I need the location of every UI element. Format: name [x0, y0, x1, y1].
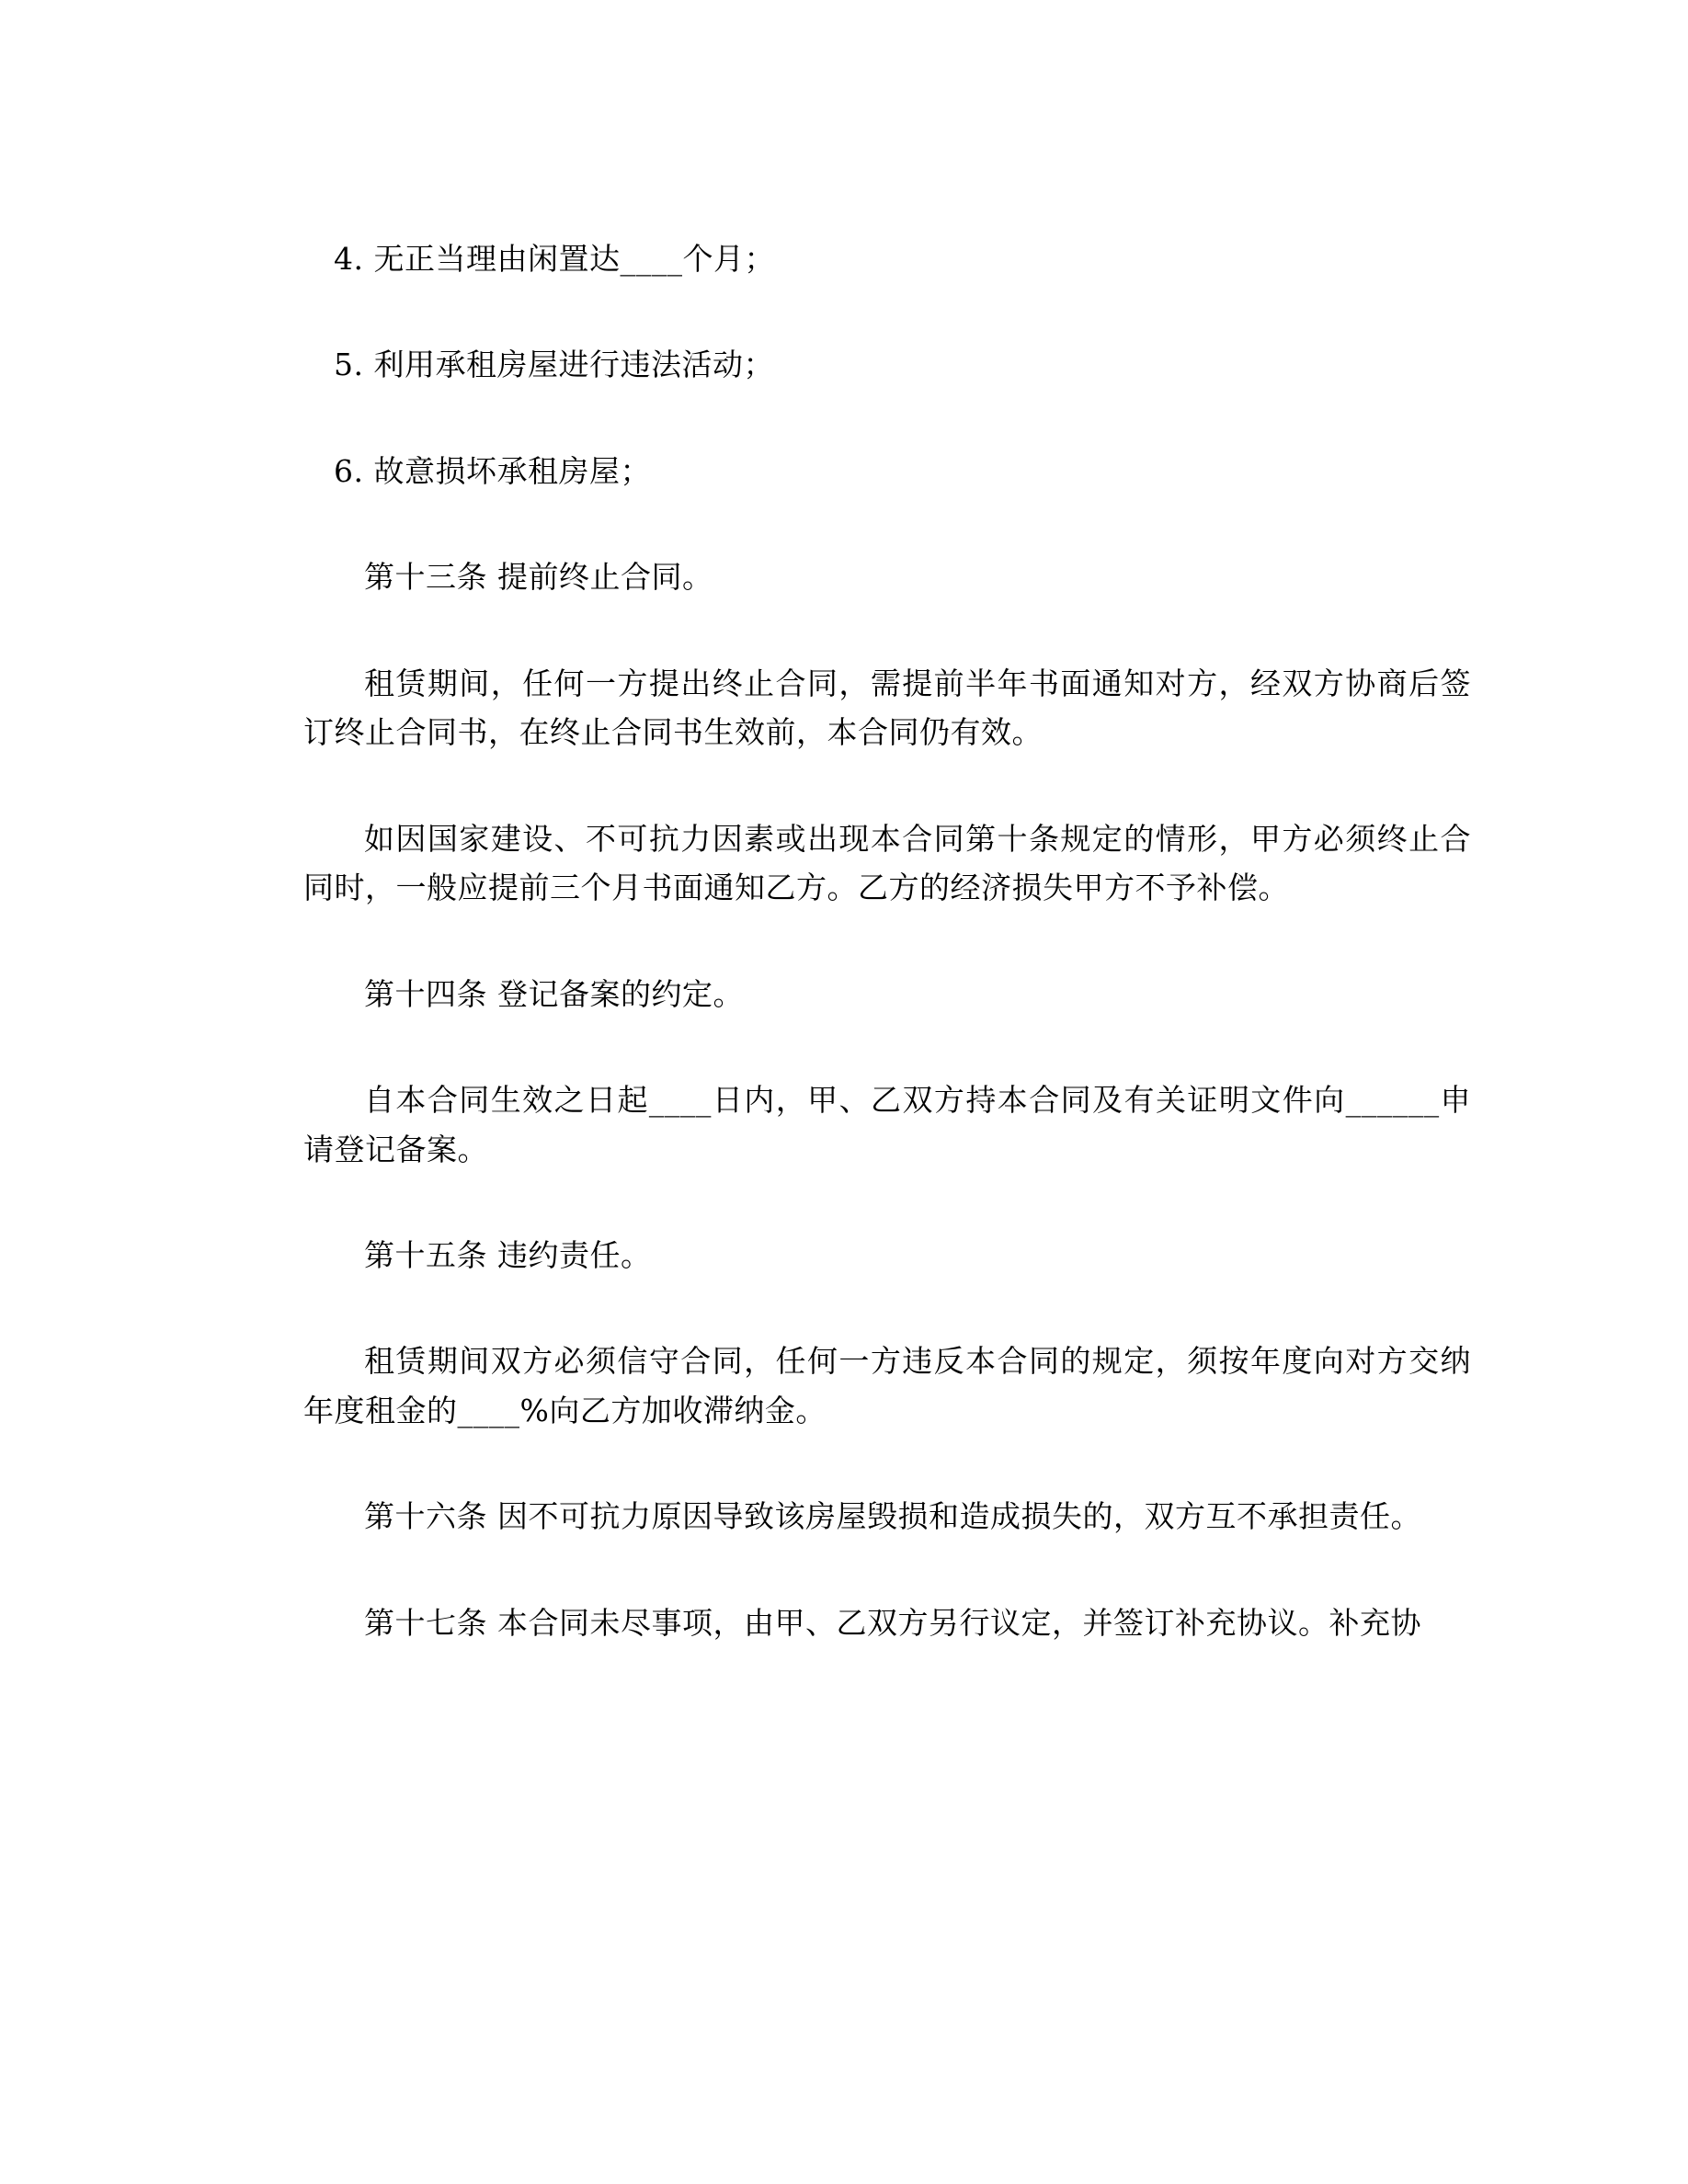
- article-13-body-1: 租赁期间，任何一方提出终止合同，需提前半年书面通知对方，经双方协商后签订终止合同书，在终止合同书生效前，本合同仍有效。: [303, 665, 1471, 751]
- article-15-body: 租赁期间双方必须信守合同，任何一方违反本合同的规定，须按年度向对方交纳年度租金的____%向乙方加收滞纳金。: [303, 1343, 1471, 1428]
- article-13-title: 第十三条 提前终止合同。: [364, 559, 713, 596]
- article-16: 第十六条 因不可抗力原因导致该房屋毁损和造成损失的，双方互不承担责任。: [364, 1498, 1421, 1535]
- document-body: [303, 234, 1471, 1647]
- article-13-body-2: 如因国家建设、不可抗力因素或出现本合同第十条规定的情形，甲方必须终止合同时，一般应提前三个月书面通知乙方。乙方的经济损失甲方不予补偿。: [303, 820, 1471, 906]
- item-4: 4. 无正当理由闲置达____个月；: [334, 241, 775, 277]
- item-5: 5. 利用承租房屋进行违法活动；: [334, 347, 774, 383]
- item-6: 6. 故意损坏承租房屋；: [334, 452, 651, 489]
- article-15-title: 第十五条 违约责任。: [364, 1236, 652, 1273]
- article-14-body: 自本合同生效之日起____日内，甲、乙双方持本合同及有关证明文件向______申请登记备案。: [303, 1082, 1472, 1167]
- article-14-title: 第十四条 登记备案的约定。: [364, 975, 744, 1012]
- article-17: 第十七条 本合同未尽事项，由甲、乙双方另行议定，并签订补充协议。补充协: [364, 1604, 1421, 1641]
